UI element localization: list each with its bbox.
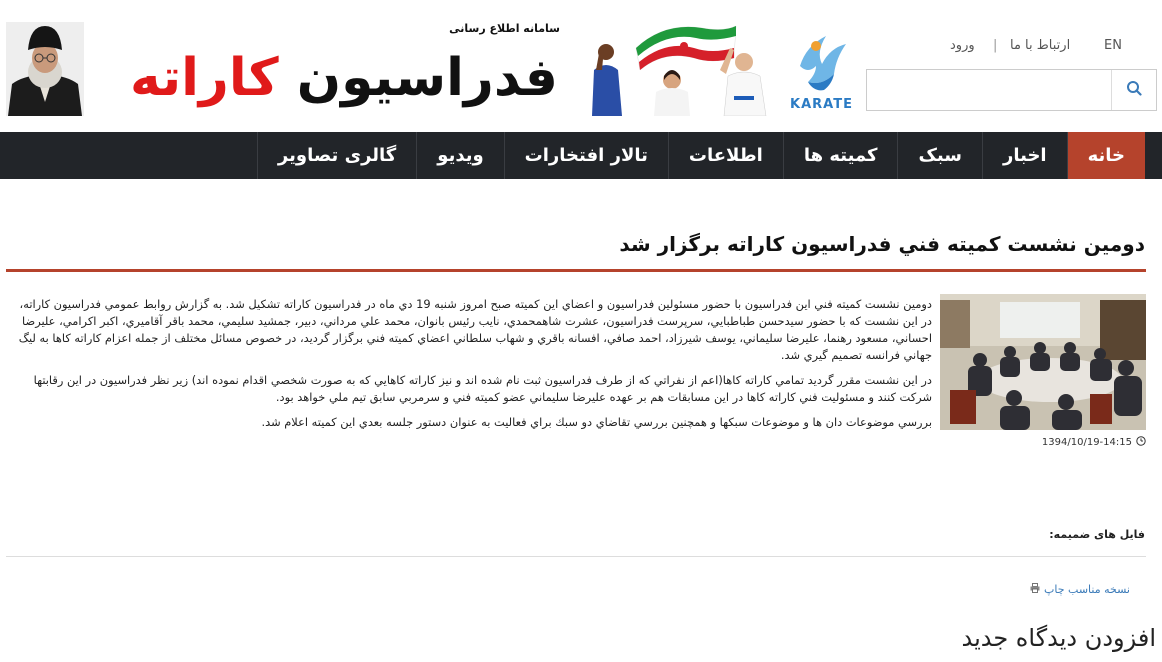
site-header: [0, 0, 1162, 132]
article-paragraph: در اين نشست مقرر گرديد تمامي كاراته كاها(اعم از نفراتي كه از طرف فدراسيون ثبت نام شده اند و نيز كاراته كاهايي كه به صورت شخصي اقدام نموده اند) زير نظر فدراسيون در اين رقابتها شركت كنند و مسئوليت فني كاراته كاها در اين مسابقات هم بر عهده عليرضا سليماني عضو كميته فني و سرمربي سابق تيم ملي خواهد بود.: [33, 373, 932, 404]
search-box: [866, 69, 1157, 111]
leader-portrait: [6, 22, 84, 116]
nav-item-video[interactable]: ویدیو: [416, 132, 503, 179]
logo-tagline: سامانه اطلاع رسانی: [449, 22, 560, 35]
title-divider: [6, 269, 1146, 272]
attachments-label: فایل های ضمیمه:: [1049, 528, 1145, 541]
karate-federation-emblem: [786, 26, 856, 112]
link-separator: |: [993, 38, 998, 53]
nav-item-information[interactable]: اطلاعات: [668, 132, 783, 179]
search-input[interactable]: [867, 70, 1111, 110]
print-link-label: نسخه مناسب چاپ: [1044, 583, 1130, 596]
contact-link[interactable]: ارتباط با ما: [1010, 38, 1071, 53]
nav-item-gallery[interactable]: گالری تصاویر: [257, 132, 416, 179]
add-comment-heading: افزودن دیدگاه جدید: [961, 624, 1156, 652]
article-body: [18, 296, 932, 439]
article-photo[interactable]: [940, 294, 1146, 430]
date-text: 1394/10/19-14:15: [1041, 437, 1132, 448]
search-icon: [1126, 80, 1142, 100]
print-version-link[interactable]: [1030, 583, 1130, 596]
printer-icon: [1030, 583, 1040, 596]
photo-date: [1020, 436, 1146, 449]
nav-item-news[interactable]: اخبار: [982, 132, 1067, 179]
site-logo[interactable]: [124, 38, 564, 118]
search-button[interactable]: [1111, 70, 1156, 110]
nav-item-home[interactable]: خانه: [1067, 132, 1145, 179]
emblem-word: KARATE: [790, 97, 853, 112]
attachments-divider: [6, 556, 1146, 557]
header-athletes-image: [584, 18, 784, 116]
article-title: دومين نشست كميته فني فدراسيون كاراته برگزار شد: [619, 232, 1145, 256]
logo-word-federation: فدراسیون: [296, 48, 558, 108]
login-link[interactable]: ورود: [950, 38, 975, 53]
language-link[interactable]: EN: [1104, 38, 1122, 53]
article-paragraph: بررسي موضوعات دان ها و موضوعات سبكها و همچنين بررسي تقاضاي دو سبك براي فعاليت به عنوان دستور جلسه بعدي اين كميته اعلام شد.: [261, 415, 932, 429]
nav-item-hall-of-fame[interactable]: تالار افتخارات: [504, 132, 668, 179]
nav-item-styles[interactable]: سبک: [897, 132, 981, 179]
clock-icon: [1136, 436, 1146, 449]
article-paragraph: دومين نشست كميته فني اين فدراسيون با حضور مسئولين فدراسيون و اعضاي اين كميته صبح امروز شنبه 19 دي ماه در فدراسيون كاراته تشكيل شد. به گزارش روابط عمومي فدراسيون كاراته، در اين نشست كه با حضور سيدحسن طباطبايي، سرپرست فدراسيون، عشرت شاهمحمدي، نايب رئيس بانوان، محمد علي مرداني، دبير، جمشيد سليمي، محمد باقر آقاميري، اكبر اكرامي، عليرضا احساني، مسعود رهنما، عليرضا سليماني، يوسف شيرزاد، احمد صافي، افسانه باقري و شهاب سلطاني اعضاي كميته فني برگزار گرديد، در خصوص مسائل مختلف از جمله اعزام كاراته كاها به ليگ جهاني فرانسه تصميم گيري شد.: [18, 297, 932, 362]
logo-word-karate: کاراته: [130, 48, 279, 108]
main-nav: [257, 132, 1145, 179]
nav-item-committees[interactable]: کمیته ها: [783, 132, 898, 179]
